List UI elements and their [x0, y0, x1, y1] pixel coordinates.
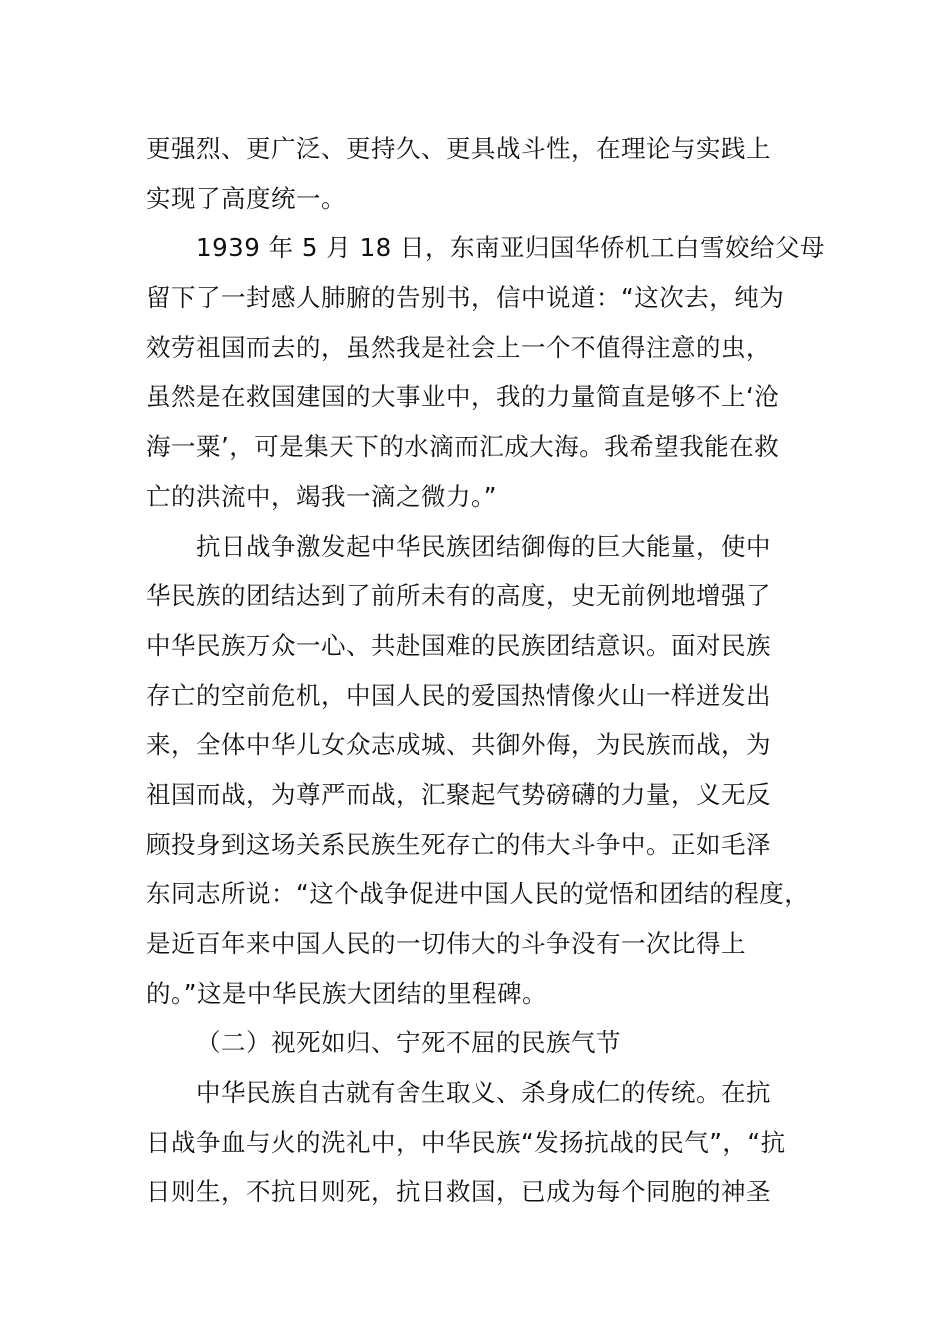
text-line: 是近百年来中国人民的一切伟大的斗争没有一次比得上 — [146, 929, 746, 958]
paragraph-first-line: 1939 年 5 月 18 日，东南亚归国华侨机工白雪姣给父母 — [196, 233, 826, 263]
paragraph-first-line: 中华民族自古就有舍生取义、杀身成仁的传统。在抗 — [196, 1078, 771, 1108]
text-line: 虽然是在救国建国的大事业中，我的力量简直是够不上‘沧 — [146, 382, 780, 412]
body-text — [146, 124, 836, 1217]
text-line: 祖国而战，为尊严而战，汇聚起气势磅礴的力量，义无反 — [146, 779, 771, 809]
text-line: 更强烈、更广泛、更持久、更具战斗性，在理论与实践上 — [146, 134, 771, 163]
text-line: 效劳祖国而去的，虽然我是社会上一个不值得注意的虫， — [146, 332, 771, 362]
text-line: 海一粟’，可是集天下的水滴而汇成大海。我希望我能在救 — [146, 432, 780, 462]
text-line: 东同志所说：“这个战争促进中国人民的觉悟和团结的程度， — [146, 879, 810, 909]
text-line: 顾投身到这场关系民族生死存亡的伟大斗争中。正如毛泽 — [146, 829, 771, 859]
paragraph-first-line: 抗日战争激发起中华民族团结御侮的巨大能量，使中 — [196, 531, 771, 561]
text-line: 华民族的团结达到了前所未有的高度，史无前例地增强了 — [146, 581, 771, 611]
text-line: 日战争血与火的洗礼中，中华民族“发扬抗战的民气”，“抗 — [146, 1127, 786, 1157]
section-heading: （二）视死如归、宁死不屈的民族气节 — [196, 1028, 621, 1058]
text-line: 的。”这是中华民族大团结的里程碑。 — [146, 978, 547, 1008]
text-line: 亡的洪流中，竭我一滴之微力。” — [146, 481, 497, 511]
text-line: 日则生，不抗日则死，抗日救国，已成为每个同胞的神圣 — [146, 1177, 771, 1207]
text-line: 实现了高度统一。 — [146, 183, 346, 213]
text-line: 中华民族万众一心、共赴国难的民族团结意识。面对民族 — [146, 630, 771, 660]
text-line: 存亡的空前危机，中国人民的爱国热情像火山一样迸发出 — [146, 680, 771, 710]
text-line: 来，全体中华儿女众志成城、共御外侮，为民族而战，为 — [146, 730, 771, 760]
text-line: 留下了一封感人肺腑的告别书，信中说道：“这次去，纯为 — [146, 283, 785, 313]
